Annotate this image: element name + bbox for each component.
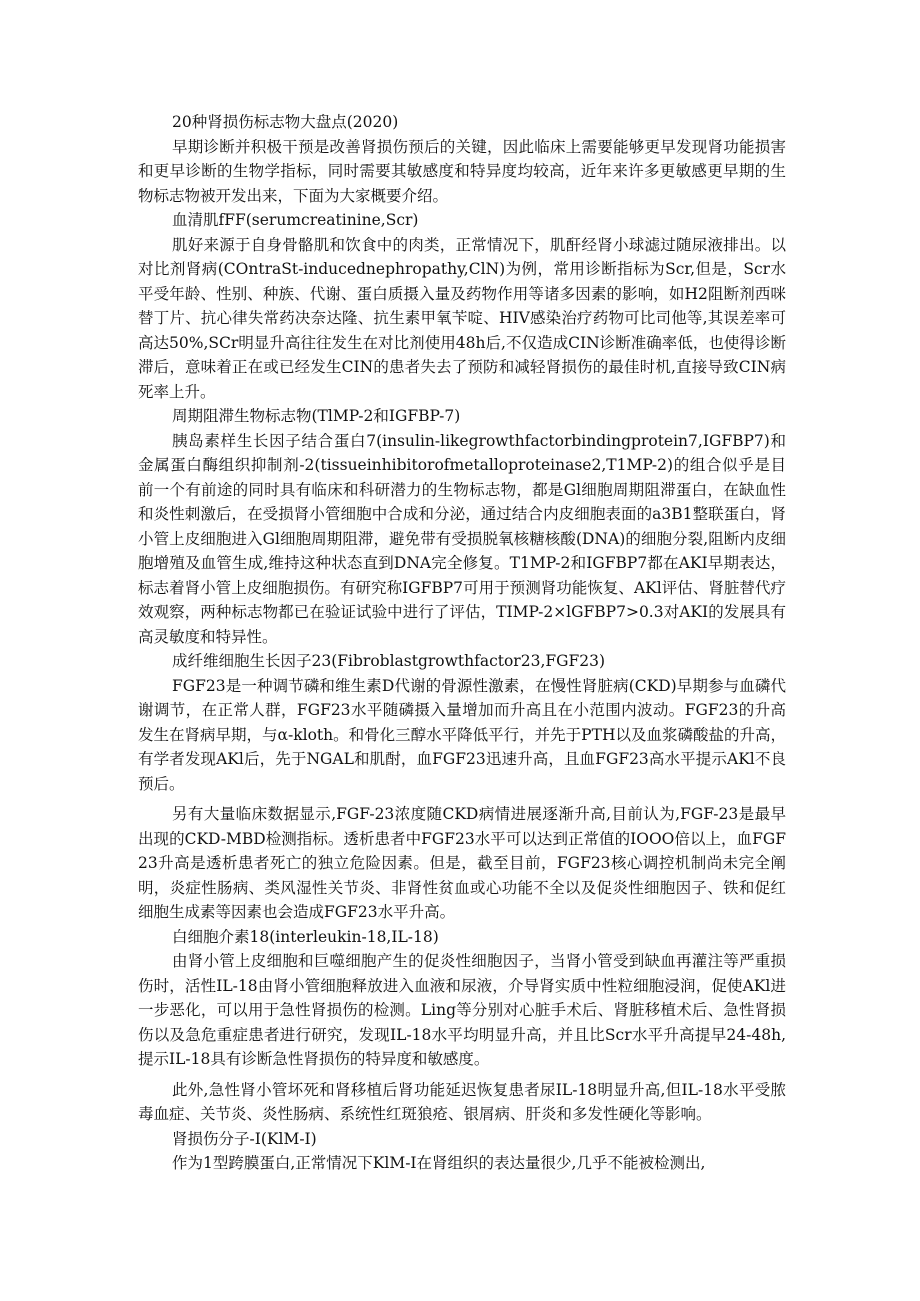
section-heading-timp2-igfbp7: 周期阻滞生物标志物(TlMP-2和IGFBP-7) [172, 407, 461, 425]
section-paragraph: 作为1型跨膜蛋白,正常情况下KlM-I在肾组织的表达量很少,几乎不能被检测出, [172, 1154, 706, 1172]
section-paragraph: 肌好来源于自身骨骼肌和饮食中的肉类，正常情况下，肌酐经肾小球滤过随尿液排出。以对比剂肾病(COntraSt-inducednephropathy,ClN)为例，常用诊断指标为Scr,但是，Scr水平受年龄、性别、种族、代谢、蛋白质摄入量及药物作用等诸多因素的影响，如H2阻断剂西咪替丁片、抗心律失常药决奈达隆、抗生素甲氧苄啶、HIV感染治疗药物可比司他等,其误差率可高达50%,SCr明显升高往往发生在对比剂使用48h后,不仅造成CIN诊断准确率低，也使得诊断滞后，意味着正在或已经发生CIN的患者失去了预防和减轻肾损伤的最佳时机,直接导致CIN病死率上升。 [138, 235, 786, 401]
section-heading-fgf23: 成纤维细胞生长因子23(Fibroblastgrowthfactor23,FGF23) [172, 652, 606, 670]
section-heading-scr: 血清肌fFF(serumcreatinine,Scr) [172, 211, 419, 229]
document-title: 20种肾损伤标志物大盘点(2020) [172, 113, 399, 131]
section-heading-il18: 白细胞介素18(interleukin-18,IL-18) [172, 927, 439, 946]
section-paragraph: 另有大量临床数据显示,FGF-23浓度随CKD病情进展逐渐升高,目前认为,FGF-23是最早出现的CKD-MBD检测指标。透析患者中FGF23水平可以达到正常值的IOOO倍以上，血FGF23升高是透析患者死亡的独立危险因素。但是，截至目前，FGF23核心调控机制尚未完全阐明，炎症性肠病、类风湿性关节炎、非肾性贫血或心功能不全以及促炎性细胞因子、铁和促红细胞生成素等因素也会造成FGF23水平升高。 [138, 805, 786, 921]
section-paragraph: 胰岛素样生长因子结合蛋白7(insulin-likegrowthfactorbindingprotein7,IGFBP7)和金属蛋白酶组织抑制剂-2(tissueinhibitorofmetalloproteinase2,T1MP-2)的组合似乎是目前一个有前途的同时具有临床和科研潜力的生物标志物，都是Gl细胞周期阻滞蛋白，在缺血性和炎性刺激后，在受损肾小管细胞中合成和分泌，通过结合内皮细胞表面的a3B1整联蛋白，肾小管上皮细胞进入Gl细胞周期阻滞，避免带有受损脱氧核糖核酸(DNA)的细胞分裂,阻断内皮细胞增殖及血管生成,维持这种状态直到DNA完全修复。T1MP-2和IGFBP7都在AKI早期表达，标志着肾小管上皮细胞损伤。有研究称IGFBP7可用于预测肾功能恢复、AKl评估、肾脏替代疗效观察，两种标志物都已在验证试验中进行了评估，TIMP-2×lGFBP7>0.3对AKI的发展具有高灵敏度和特异性。 [138, 431, 786, 646]
section-paragraph: 由肾小管上皮细胞和巨噬细胞产生的促炎性细胞因子，当肾小管受到缺血再灌注等严重损伤时，活性IL-18由肾小管细胞释放进入血液和尿液，介导肾实质中性粒细胞浸润，促使AKl进一步恶化，可以用于急性肾损伤的检测。Ling等分别对心脏手术后、肾脏移植术后、急性肾损伤以及急危重症患者进行研究，发现IL-18水平均明显升高，并且比Scr水平升高提早24-48h,提示IL-18具有诊断急性肾损伤的特异度和敏感度。 [138, 952, 786, 1068]
intro-paragraph: 早期诊断并积极干预是改善肾损伤预后的关键，因此临床上需要能够更早发现肾功能损害和更早诊断的生物学指标，同时需要其敏感度和特异度均较高，近年来许多更敏感更早期的生物标志物被开发出来，下面为大家概要介绍。 [138, 137, 786, 205]
section-heading-kim1: 肾损伤分子-I(KlM-I) [172, 1129, 317, 1148]
document-page [138, 110, 786, 1176]
section-paragraph: 此外,急性肾小管坏死和肾移植后肾功能延迟恢复患者尿IL-18明显升高,但IL-18水平受脓毒血症、关节炎、炎性肠病、系统性红斑狼疮、银屑病、肝炎和多发性硬化等影响。 [138, 1080, 786, 1123]
section-paragraph: FGF23是一种调节磷和维生素D代谢的骨源性激素，在慢性肾脏病(CKD)早期参与血磷代谢调节，在正常人群，FGF23水平随磷摄入量增加而升高且在小范围内波动。FGF23的升高发生在肾病早期，与α-kloth。和骨化三醇水平降低平行，并先于PTH以及血浆磷酸盐的升高，有学者发现AKl后，先于NGAL和肌酎，血FGF23迅速升高，且血FGF23高水平提示AKl不良预后。 [138, 676, 786, 793]
